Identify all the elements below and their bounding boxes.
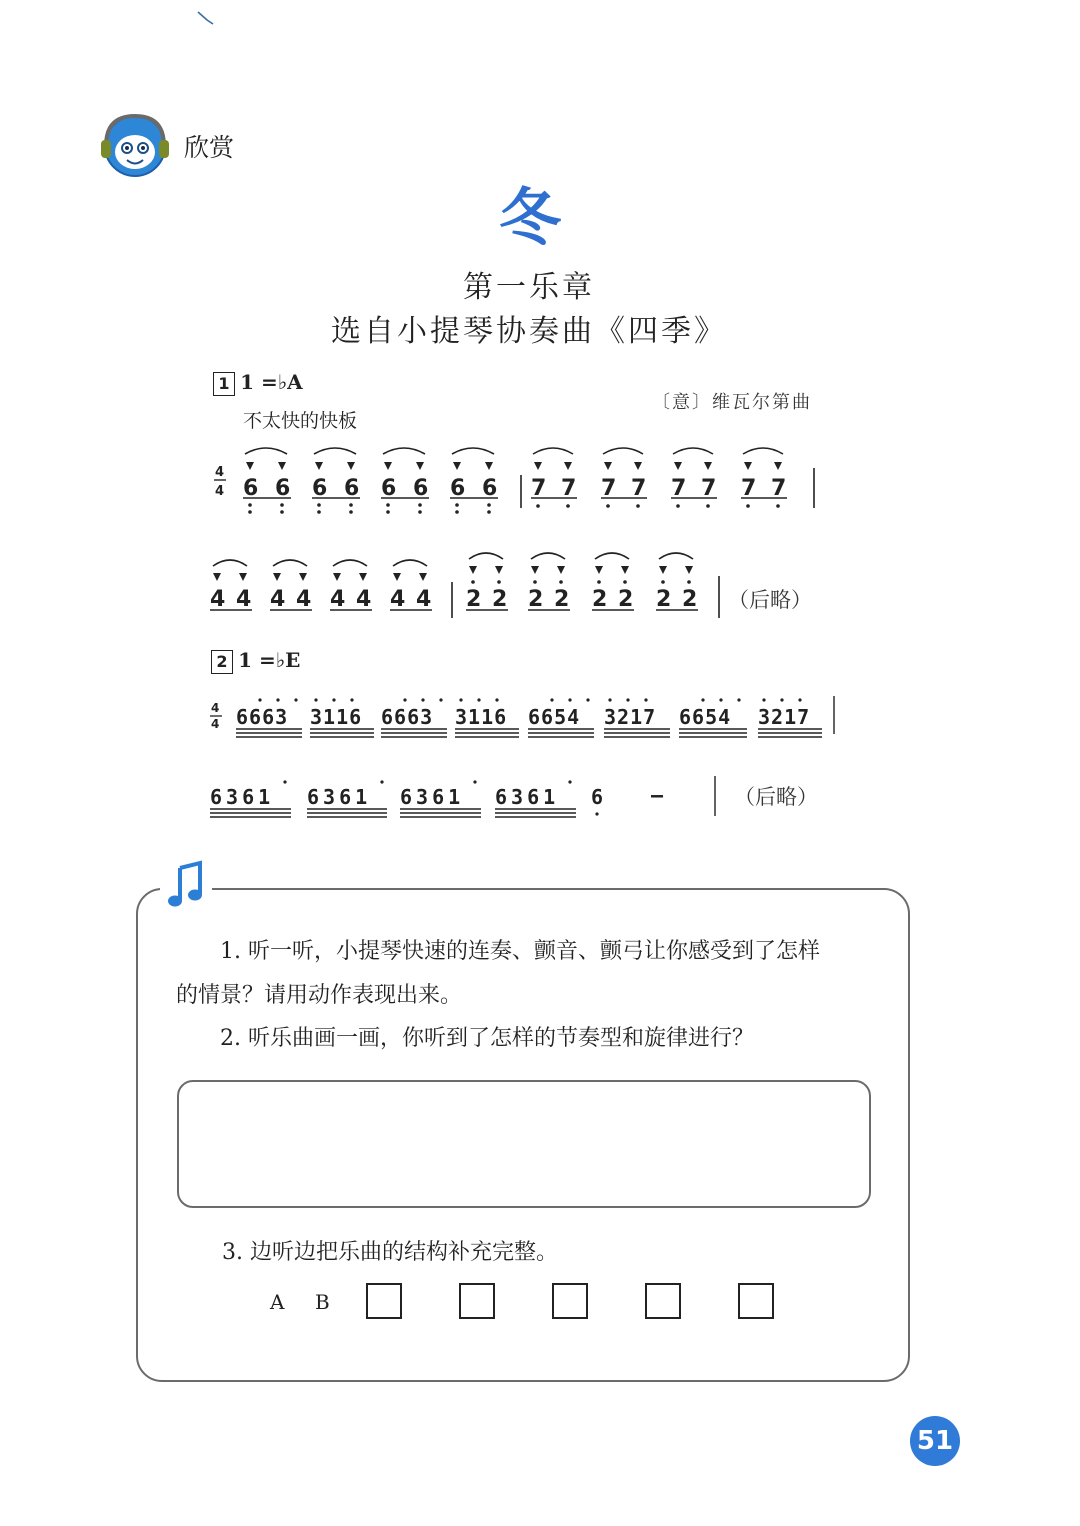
note: 6 xyxy=(413,476,429,501)
note-group: 6361 xyxy=(210,785,275,809)
note: 6 xyxy=(482,476,498,501)
page-title: 冬 xyxy=(498,181,561,254)
note-group: 3116 xyxy=(310,705,363,729)
question-2: 2. 听乐曲画一画，你听到了怎样的节奏型和旋律进行？ xyxy=(220,1026,754,1051)
question-1-line-2: 的情景？请用动作表现出来。 xyxy=(176,983,463,1008)
line2-bar1 xyxy=(210,587,431,612)
music-note-icon xyxy=(166,860,206,910)
note: 2 xyxy=(492,587,508,612)
dash: – xyxy=(651,783,668,807)
time-sig-bottom: 4 xyxy=(215,484,225,499)
note: 7 xyxy=(601,476,617,501)
note-group: 6663 xyxy=(236,705,289,729)
note-group: 6654 xyxy=(679,705,732,729)
note: 4 xyxy=(270,587,286,612)
note: 2 xyxy=(682,587,698,612)
time-sig-top: 4 xyxy=(211,701,220,715)
note: 4 xyxy=(330,587,346,612)
structure-answer-box[interactable] xyxy=(645,1283,681,1319)
excerpt2-header xyxy=(211,648,300,674)
note: 7 xyxy=(531,476,547,501)
pen-mark xyxy=(197,10,215,26)
note: 7 xyxy=(631,476,647,501)
excerpt2-key: 1 =♭E xyxy=(238,648,301,672)
excerpt1-number: 1 xyxy=(213,372,235,396)
note: 7 xyxy=(771,476,787,501)
structure-answer-box[interactable] xyxy=(366,1283,402,1319)
question-1-line-1: 1. 听一听，小提琴快速的连奏、颤音、颤弓让你感受到了怎样 xyxy=(220,939,820,964)
note: 2 xyxy=(618,587,634,612)
note: 2 xyxy=(592,587,608,612)
note-group: 3217 xyxy=(604,705,657,729)
note: 6 xyxy=(243,476,259,501)
note-group: 6654 xyxy=(528,705,581,729)
drawing-answer-area[interactable] xyxy=(177,1080,871,1208)
structure-letter-b: B xyxy=(315,1290,330,1314)
structure-answer-box[interactable] xyxy=(738,1283,774,1319)
structure-answer-box[interactable] xyxy=(552,1283,588,1319)
composer: 〔意〕维瓦尔第曲 xyxy=(652,392,812,413)
note: 7 xyxy=(561,476,577,501)
time-sig-top: 4 xyxy=(215,465,225,480)
subtitle: 选自小提琴协奏曲《四季》 xyxy=(331,314,727,349)
note: 4 xyxy=(210,587,226,612)
note-group: 3116 xyxy=(455,705,508,729)
excerpt2-number: 2 xyxy=(211,650,233,674)
section-label: 欣赏 xyxy=(184,133,235,162)
question-3: 3. 边听边把乐曲的结构补充完整。 xyxy=(222,1240,558,1265)
note-group: 6361 xyxy=(495,785,560,809)
note: 2 xyxy=(656,587,672,612)
structure-answer-box[interactable] xyxy=(459,1283,495,1319)
tempo-marking: 不太快的快板 xyxy=(243,410,358,432)
excerpt2-ending: （后略） xyxy=(734,785,818,809)
movement-title: 第一乐章 xyxy=(463,270,595,305)
note: 2 xyxy=(528,587,544,612)
note: 6 xyxy=(344,476,360,501)
note: 7 xyxy=(671,476,687,501)
note: 4 xyxy=(390,587,406,612)
note: 2 xyxy=(466,587,482,612)
excerpt1-header xyxy=(213,370,303,396)
note-group: 6361 xyxy=(400,785,465,809)
note: 6 xyxy=(381,476,397,501)
note: 6 xyxy=(275,476,291,501)
note: 6 xyxy=(312,476,328,501)
note: 4 xyxy=(356,587,372,612)
line2-bar2 xyxy=(466,587,697,612)
final-note: 6 xyxy=(591,785,608,809)
note: 4 xyxy=(296,587,312,612)
note-group: 6361 xyxy=(307,785,372,809)
note: 7 xyxy=(701,476,717,501)
time-sig-bottom: 4 xyxy=(211,717,220,731)
structure-letter-a: A xyxy=(270,1290,285,1314)
note: 4 xyxy=(236,587,252,612)
note: 6 xyxy=(450,476,466,501)
excerpt1-ending: （后略） xyxy=(728,588,812,612)
excerpt1-key: 1 =♭A xyxy=(240,370,303,394)
page-number: 51 xyxy=(910,1416,960,1466)
note: 4 xyxy=(416,587,432,612)
note: 7 xyxy=(741,476,757,501)
note-group: 3217 xyxy=(758,705,811,729)
note-group: 6663 xyxy=(381,705,434,729)
note: 2 xyxy=(554,587,570,612)
